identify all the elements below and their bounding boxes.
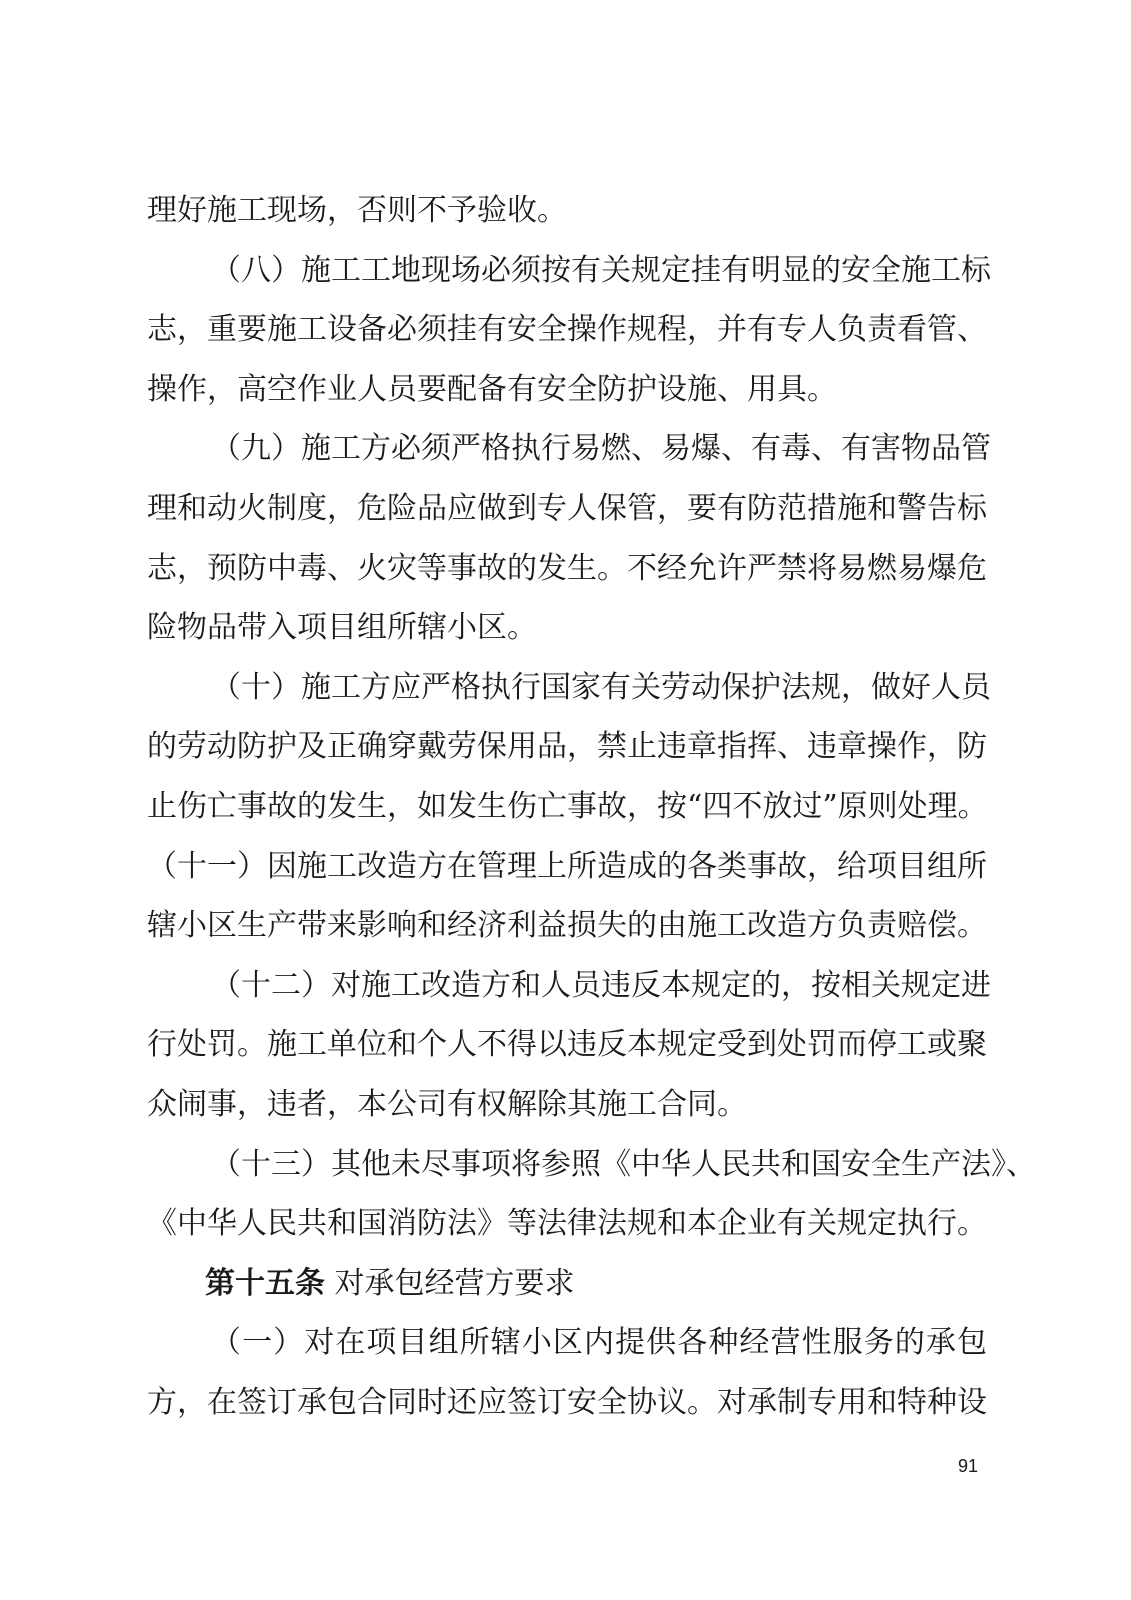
text-line: 行处罚。施工单位和个人不得以违反本规定受到处罚而停工或聚 [147, 1027, 987, 1063]
text-line: （十一）因施工改造方在管理上所造成的各类事故，给项目组所 [147, 848, 987, 884]
text-line: （十）施工方应严格执行国家有关劳动保护法规，做好人员 [211, 669, 991, 705]
article-title: 对承包经营方要求 [325, 1265, 575, 1301]
text-line: 志，预防中毒、火灾等事故的发生。不经允许严禁将易燃易爆危 [147, 550, 987, 586]
text-line: 方，在签订承包合同时还应签订安全协议。对承制专用和特种设 [147, 1384, 987, 1420]
text-line: 理和动火制度，危险品应做到专人保管，要有防范措施和警告标 [147, 490, 987, 526]
text-line: 止伤亡事故的发生，如发生伤亡事故，按“四不放过”原则处理。 [147, 788, 988, 824]
text-line: （十三）其他未尽事项将参照《中华人民共和国安全生产法》、 [211, 1146, 1036, 1182]
text-line: 辖小区生产带来影响和经济利益损失的由施工改造方负责赔偿。 [147, 908, 987, 944]
text-line: （十二）对施工改造方和人员违反本规定的，按相关规定进 [211, 967, 991, 1003]
article-number: 第十五条 [205, 1265, 325, 1301]
text-line: 理好施工现场，否则不予验收。 [147, 193, 567, 228]
text-line: 《中华人民共和国消防法》等法律法规和本企业有关规定执行。 [147, 1206, 987, 1242]
document-body [147, 186, 1036, 1437]
text-line: 志，重要施工设备必须挂有安全操作规程，并有专人负责看管、 [147, 312, 987, 348]
text-line: （八）施工工地现场必须按有关规定挂有明显的安全施工标 [211, 252, 991, 288]
text-line: 险物品带入项目组所辖小区。 [147, 610, 537, 646]
text-line: 操作，高空作业人员要配备有安全防护设施、用具。 [147, 371, 837, 407]
text-line: （一）对在项目组所辖小区内提供各种经营性服务的承包 [211, 1325, 987, 1361]
page-number: 91 [958, 1456, 979, 1476]
text-line: （九）施工方必须严格执行易燃、易爆、有毒、有害物品管 [211, 431, 991, 467]
text-line: 众闹事，违者，本公司有权解除其施工合同。 [147, 1086, 747, 1122]
article-heading [147, 1259, 987, 1319]
text-line: 的劳动防护及正确穿戴劳保用品，禁止违章指挥、违章操作，防 [147, 729, 987, 765]
